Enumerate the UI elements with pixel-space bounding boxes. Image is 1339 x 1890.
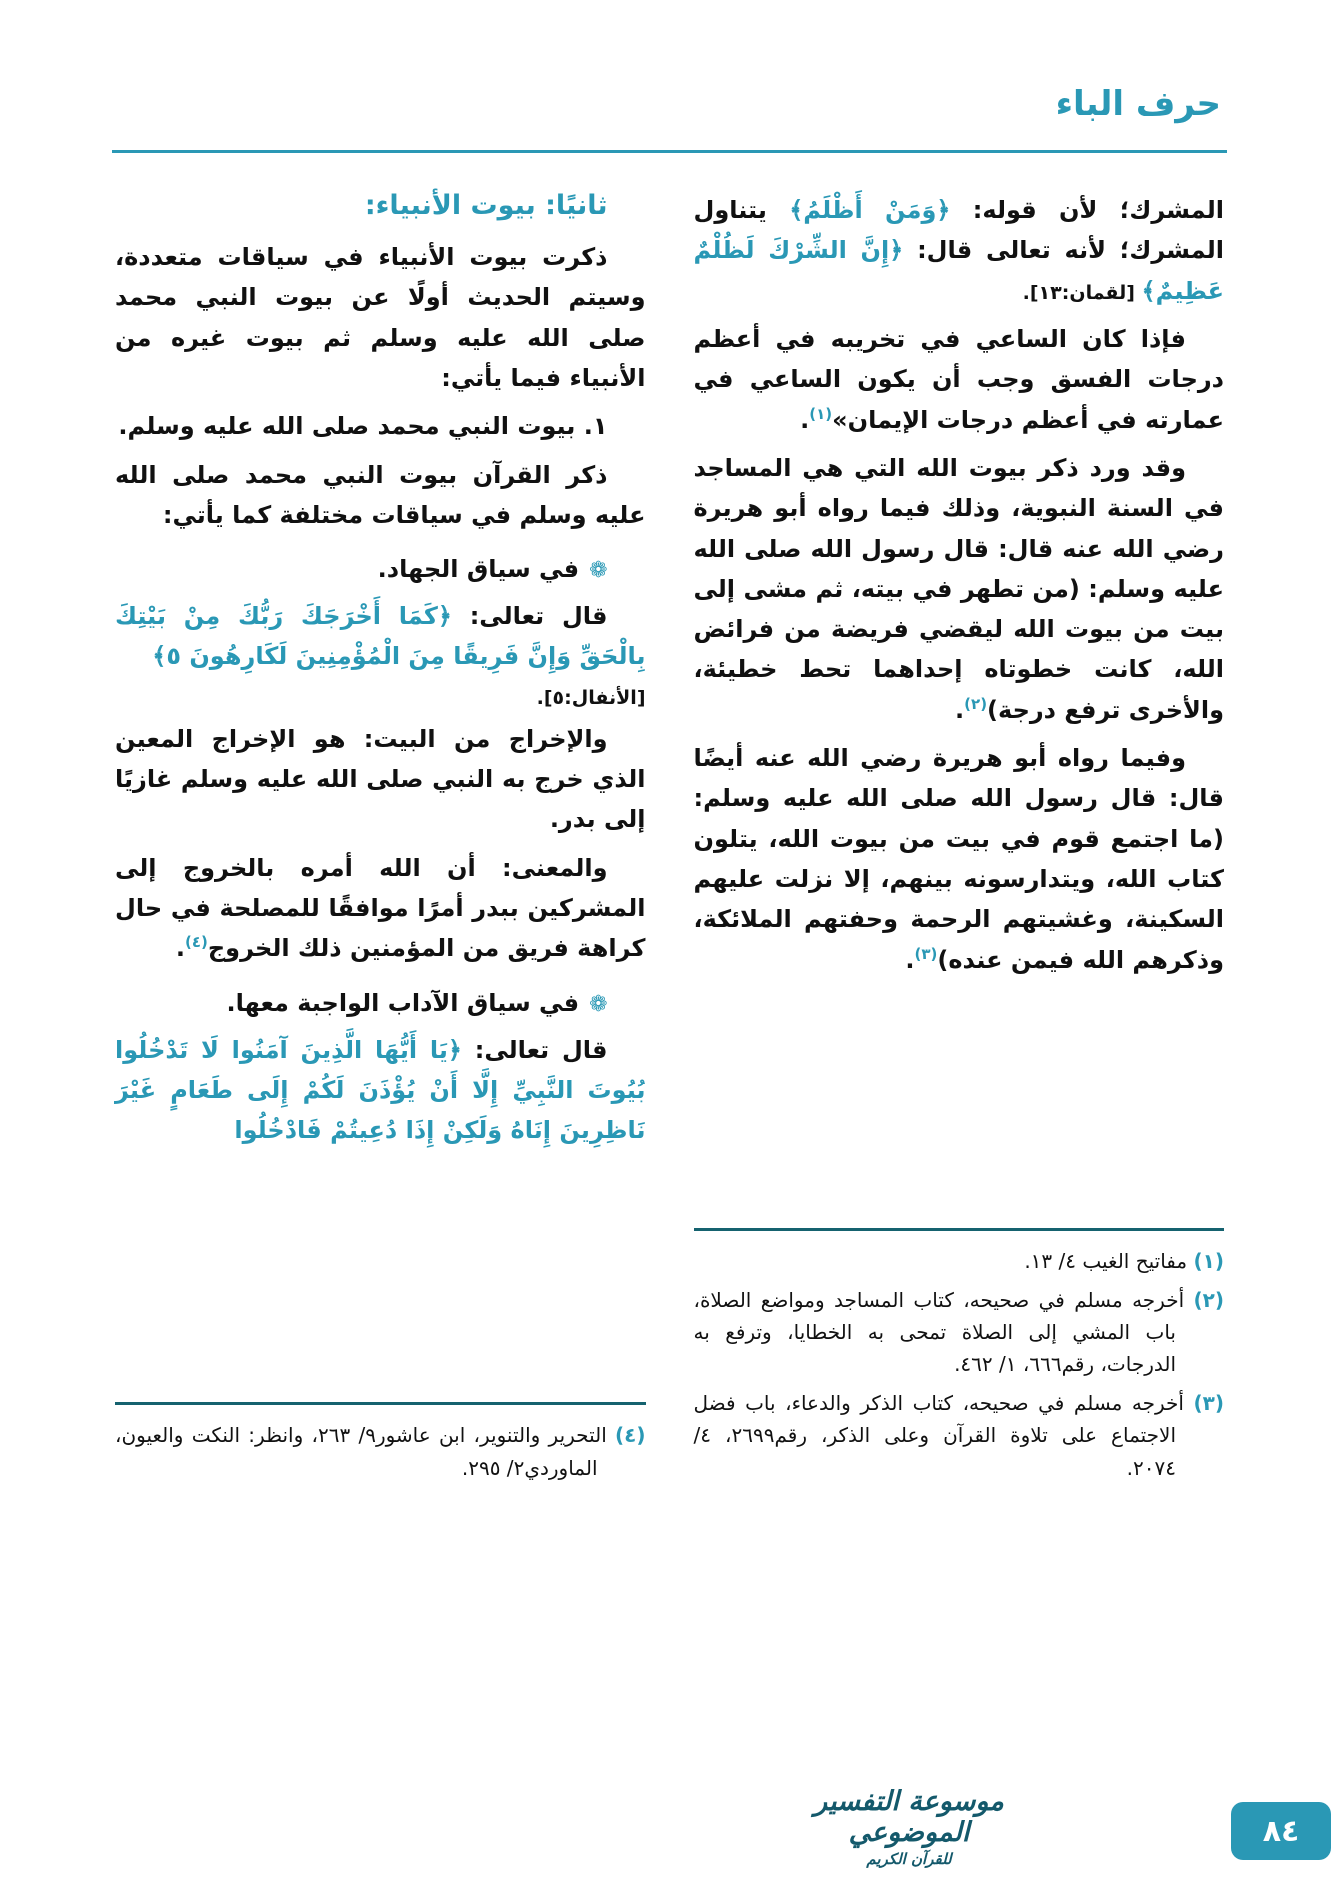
- publisher-emblem: [809, 1786, 1009, 1868]
- paragraph: والإخراج من البيت: هو الإخراج المعين الذي خرج به النبي صلى الله عليه وسلم غازيًا إلى بدر.: [115, 724, 646, 834]
- paragraph: ذكرت بيوت الأنبياء في سياقات متعددة، وسيتم الحديث أولًا عن بيوت النبي محمد صلى الله عليه وسلم ثم بيوت غيره من الأنبياء فيما يأتي:: [115, 243, 646, 392]
- bullet-text: في سياق الآداب الواجبة معها.: [226, 988, 580, 1017]
- footnote-text: أخرجه مسلم في صحيحه، كتاب الذكر والدعاء، باب فضل الاجتماع على تلاوة القرآن وعلى الذكر، رقم٢٦٩٩، ٤/ ٢٠٧٤.: [693, 1390, 1194, 1480]
- emblem-subtitle: للقرآن الكريم: [866, 1850, 952, 1868]
- column-left: [115, 190, 646, 1490]
- paragraph: [694, 319, 1225, 440]
- body-text: وفيما رواه أبو هريرة رضي الله عنه أيضًا قال: قال رسول الله صلى الله عليه وسلم: (ما اجتمع قوم في بيت من بيوت الله، يتلون كتاب الله، ويتدارسونه بينهم، إلا نزلت عليهم السكينة، وغشيتهم الرحمة وحفتهم الملائكة، وذكرهم الله فيمن عنده): [693, 744, 1224, 974]
- footnote-item: [694, 1387, 1225, 1484]
- numbered-item: ١. بيوت النبي محمد صلى الله عليه وسلم.: [118, 412, 608, 441]
- paragraph: [115, 1030, 646, 1151]
- footnotes-left: [115, 1402, 646, 1490]
- body-text: .: [905, 945, 915, 974]
- footnote-number: (٢): [1193, 1287, 1224, 1312]
- bullet-heading: [115, 549, 646, 590]
- page-number: ٨٤: [1262, 1813, 1300, 1849]
- paragraph: [694, 738, 1225, 980]
- section-heading: ثانيًا: بيوت الأنبياء:: [364, 190, 608, 221]
- footnote-text: التحرير والتنوير، ابن عاشور٩/ ٢٦٣، وانظر: النكت والعيون، الماوردي٢/ ٢٩٥.: [115, 1423, 615, 1480]
- body-text: المشرك؛ لأن قوله:: [950, 196, 1224, 224]
- footnote-item: [115, 1419, 646, 1484]
- bullet-heading: [115, 983, 646, 1024]
- body-text: فإذا كان الساعي في تخريبه في أعظم درجات الفسق وجب أن يكون الساعي في عمارته في أعظم درجات الإيمان»: [693, 324, 1224, 434]
- footnote-text: أخرجه مسلم في صحيحه، كتاب المساجد ومواضع الصلاة، باب المشي إلى الصلاة تمحى به الخطايا، وترفع به الدرجات، رقم٦٦٦، ١/ ٤٦٢.: [693, 1287, 1194, 1377]
- footnote-number: (١): [1193, 1249, 1224, 1274]
- footnote-ref: (٤): [185, 933, 208, 952]
- body-text: .: [800, 405, 810, 434]
- footnote-number: (٣): [1193, 1390, 1224, 1415]
- body-text: قال تعالى:: [451, 602, 608, 631]
- footnote-ref: (٣): [914, 944, 938, 963]
- verse-citation: [لقمان:١٣].: [1022, 281, 1142, 304]
- footnote-ref: (٢): [964, 694, 988, 713]
- paragraph: [694, 190, 1225, 311]
- footnotes-right: [694, 1228, 1225, 1490]
- paragraph: [115, 596, 646, 677]
- header-rule: [112, 150, 1227, 153]
- text-columns: [115, 190, 1224, 1490]
- column-right: [694, 190, 1225, 1490]
- quran-quote: ﴿وَمَنْ أَظْلَمُ﴾: [789, 196, 951, 224]
- quran-quote: ﴿إِنَّ الشِّرْكَ لَظُلْمٌ عَظِيمٌ﴾: [693, 236, 1224, 305]
- quran-quote: ﴿يَا أَيُّهَا الَّذِينَ آمَنُوا لَا تَدْخُلُوا بُيُوتَ النَّبِيِّ إِلَّا أَنْ يُؤْذَنَ لَكُمْ إِلَى طَعَامٍ غَيْرَ نَاظِرِينَ إِنَاهُ وَلَكِنْ إِذَا دُعِيتُمْ فَادْخُلُوا: [115, 1035, 646, 1145]
- paragraph: ذكر القرآن بيوت النبي محمد صلى الله عليه وسلم في سياقات مختلفة كما يأتي:: [115, 460, 646, 529]
- quran-quote: ﴿كَمَا أَخْرَجَكَ رَبُّكَ مِنْ بَيْتِكَ بِالْحَقِّ وَإِنَّ فَرِيقًا مِنَ الْمُؤْمِنِينَ لَكَارِهُونَ ٥﴾: [115, 602, 646, 671]
- body-text: .: [175, 934, 185, 963]
- chapter-header-title: حرف الباء: [1055, 84, 1221, 124]
- body-text: وقد ورد ذكر بيوت الله التي هي المساجد في السنة النبوية، وذلك فيما رواه أبو هريرة رضي الله عنه قال: قال رسول الله صلى الله عليه وسلم: (من تطهر في بيته، ثم مشى إلى بيت من بيوت الله ليقضي فريضة من فرائض الله، كانت خطوتاه إحداهما تحط خطيئة، والأخرى ترفع درجة): [693, 453, 1224, 724]
- emblem-title: موسوعة التفسير الموضوعي: [814, 1785, 1004, 1848]
- flower-bullet-icon: ❁: [589, 558, 608, 584]
- paragraph: [115, 848, 646, 969]
- footnote-ref: (١): [809, 404, 833, 423]
- footnote-item: [694, 1245, 1225, 1277]
- footnote-text: مفاتيح الغيب ٤/ ١٣.: [1024, 1249, 1194, 1274]
- body-text: يتناول المشرك؛ لأنه تعالى قال:: [693, 196, 1224, 265]
- body-text: والمعنى: أن الله أمره بالخروج إلى المشركين ببدر أمرًا موافقًا للمصلحة في حال كراهة فريق من المؤمنين ذلك الخروج: [115, 853, 646, 963]
- footnote-number: (٤): [615, 1423, 646, 1448]
- paragraph: [694, 448, 1225, 730]
- body-text: قال تعالى:: [461, 1035, 608, 1064]
- verse-citation: [الأنفال:٥].: [536, 686, 646, 709]
- page-number-badge: [1231, 1802, 1331, 1860]
- bullet-text: في سياق الجهاد.: [377, 555, 580, 584]
- flower-bullet-icon: ❁: [589, 991, 608, 1017]
- footnote-item: [694, 1284, 1225, 1381]
- body-text: .: [955, 695, 965, 724]
